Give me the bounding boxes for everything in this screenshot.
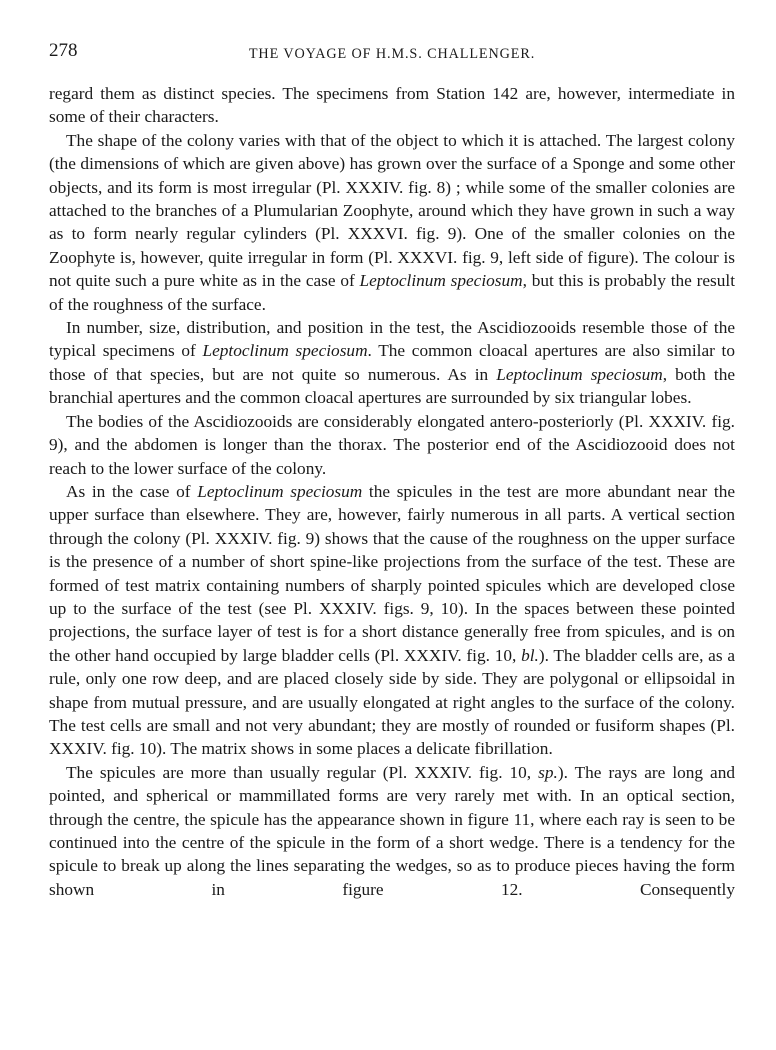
text-run: the spicules in the test are more abundant near the upper surface than elsewhere. They are, however, fairly numerous in all parts. A vertical section through the colony (Pl. XXXIV. fig. 9) shows that the cause of the roughness on the upper surface is the presence of a number of short spine-like projections from the surface of the test. These are formed of test matrix containing numbers of sharply pointed spicules which are developed close up to the surface of the test (see Pl. XXXIV. figs. 9, 10). In the spaces between these pointed projections, the surface layer of test is for a short distance generally free from spicules, and is on the other hand occupied by large bladder cells (Pl. XXXIV. fig. 10, [49,481,736,665]
text-run: In number, size, distribution, and position in the test, the Ascidiozooids resemble those of the typical specimens of [49,318,735,361]
species-name: Leptoclinum speciosum [202,341,368,361]
text-run: regard them as distinct species. The specimens from Station 142 are, however, intermediate in some of their characters. [49,84,735,127]
text-run: , but this is probably the result of the roughness of the surface. [49,271,736,314]
text-run: ). The bladder cells are, as a rule, only one row deep, and are placed closely side by side. They are polygonal or ellipsoidal in shape from mutual pressure, and are usually elongated at right angles to the surface of the colony. The test cells are small and not very abundant; they are mostly of rounded or fusiform shapes (Pl. XXXIV. fig. 10). The matrix shows in some places a delicate fibrillation. [49,645,735,759]
species-name: Leptoclinum speciosum [496,364,663,384]
text-run: The bodies of the Ascidiozooids are considerably elongated antero-posteriorly (Pl. XXXIV. fig. 9), and the abdomen is longer than the thorax. The posterior end of the Ascidiozooid does not reach to the lower surface of the colony. [49,411,735,478]
text-run: The spicules are more than usually regular (Pl. XXXIV. fig. 10, [66,762,539,782]
text-run: As in the case of [66,481,198,501]
text-run: The shape of the colony varies with that of the object to which it is attached. The largest colony (the dimensions of which are given above) has grown over the surface of a Sponge and some other objects, and its form is most irregular (Pl. XXXIV. fig. 8) ; while some of the smaller colonies are attached to the branches of a Plumularian Zoophyte, around which they have grown in such a way as to form nearly regular cylinders (Pl. XXXVI. fig. 9). One of the smaller colonies on the Zoophyte is, however, quite irregular in form (Pl. XXXVI. fig. 9, left side of figure). The colour is not quite such a pure white as in the case of [49,130,735,291]
paragraph-4 [49,410,735,480]
paragraph-1 [49,82,735,129]
body-text [49,82,735,901]
paragraph-2 [49,129,735,316]
species-name: Leptoclinum speciosum [197,481,363,501]
text-run: . The common cloacal apertures are also similar to those of that species, but are not quite so numerous. As in [49,341,735,384]
paragraph-5 [49,480,735,761]
paragraph-3 [49,316,735,410]
page-number: 278 [49,40,78,61]
figure-label: bl. [521,645,539,665]
running-header [49,38,735,66]
text-run: , both the branchial apertures and the common cloacal apertures are surrounded by six triangular lobes. [49,364,736,408]
paragraph-6 [49,761,735,901]
running-title: THE VOYAGE OF H.M.S. CHALLENGER. [248,46,536,62]
text-run: ). The rays are long and pointed, and spherical or mammillated forms are very rarely met with. In an optical section, through the centre, the spicule has the appearance shown in figure 11, where each ray is seen to be continued into the centre of the spicule in the form of a short wedge. There is a tendency for the spicule to break up along the lines separating the wedges, so as to produce pieces having the form shown in figure 12. Consequently [49,762,735,899]
figure-label: sp. [538,762,558,782]
page-content [49,38,735,901]
species-name: Leptoclinum speciosum [359,271,523,291]
